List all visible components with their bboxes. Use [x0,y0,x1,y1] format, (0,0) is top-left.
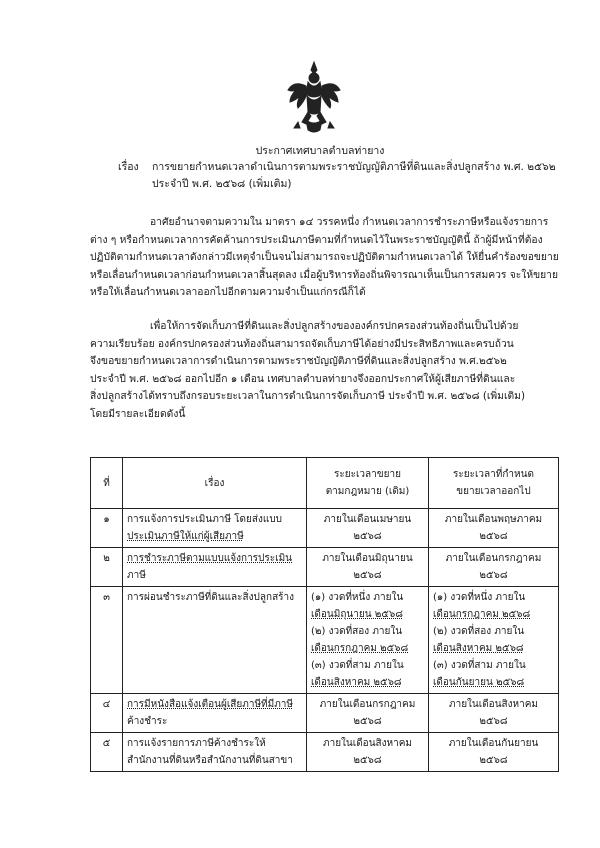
period-line: ๒๕๖๘ [479,755,508,766]
period-line: (๒) งวดที่สอง ภายใน [311,626,403,637]
period-line: ๒๕๖๘ [353,570,382,581]
row-number: ๔ [91,694,123,733]
paragraph-line: สิ่งปลูกสร้างได้ทราบถึงกรอบระยะเวลาในการดำเนินการจัดเก็บภาษี ประจำปี พ.ศ. ๒๕๖๘ (เพิ่มเติม) [90,390,525,402]
paragraph-line: หรือเลื่อนกำหนดเวลาก่อนกำหนดเวลาสิ้นสุดลง เมื่อผู้บริหารท้องถิ่นพิจารณาเห็นเป็นการสมควร จะให้ขยาย [90,268,558,281]
period-line: (๑) งวดที่หนึ่ง ภายใน [433,592,526,603]
paragraph-line: อาศัยอำนาจตามความใน มาตรา ๑๔ วรรคหนึ่ง กำหนดเวลาการชำระภาษีหรือแจ้งรายการ [150,216,549,228]
row-extended-period [429,733,559,772]
paragraph-line: จึงขอขยายกำหนดเวลาการดำเนินการตามพระราชบัญญัติภาษีที่ดินและสิ่งปลูกสร้าง พ.ศ.๒๕๖๒ [90,355,507,367]
row-subject [123,548,307,587]
paragraph-line: โดยมีรายละเอียดดังนี้ [90,407,186,420]
row-extended-period [429,694,559,733]
period-line: ภายในเดือนสิงหาคม [448,699,538,710]
table-header-row [91,458,559,509]
row-extended-period [429,548,559,587]
table-row [91,548,559,587]
row-number: ๕ [91,733,123,772]
row-subject [123,587,307,694]
paragraph-line: ประจำปี พ.ศ. ๒๕๖๘ ออกไปอีก ๑ เดือน เทศบาลตำบลท่ายางจึงออกประกาศให้ผู้เสียภาษีที่ดินและ [90,372,516,385]
period-line: ภายในเดือนเมษายน [323,514,412,525]
header-legal-line: ตามกฎหมาย (เดิม) [325,486,410,497]
subject-line: สำนักงานที่ดินหรือสำนักงานที่ดินสาขา [127,755,293,766]
row-extended-period [429,509,559,548]
period-line: เดือนมิถุนายน ๒๕๖๘ [311,609,403,620]
paragraph-authority [90,214,560,302]
table-row [91,733,559,772]
row-number: ๓ [91,587,123,694]
period-line: (๓) งวดที่สาม ภายใน [433,660,526,671]
subject-line: ภาษี [127,570,146,581]
row-legal-period [307,509,429,548]
period-line: ภายในเดือนสิงหาคม [322,738,412,749]
period-line: เดือนสิงหาคม ๒๕๖๘ [433,643,524,654]
subject-label: เรื่อง [118,161,139,173]
period-line: ภายในเดือนกรกฎาคม [319,699,416,710]
period-line: (๓) งวดที่สาม ภายใน [311,660,404,671]
header-extended-period [429,458,559,509]
period-line: (๑) งวดที่หนึ่ง ภายใน [311,592,404,603]
period-line: เดือนกรกฎาคม ๒๕๖๘ [311,643,409,654]
organization-name: ประกาศเทศบาลตำบลท่ายาง [255,145,385,157]
paragraph-line: ต่าง ๆ หรือกำหนดเวลาการคัดค้านการประเมินภาษีตามที่กำหนดไว้ในพระราชบัญญัตินี้ ถ้าผู้มีหน้าที่ต้อง [90,233,543,246]
period-line: เดือนกรกฎาคม ๒๕๖๘ [433,609,531,620]
subject-line [118,159,598,175]
row-legal-period [307,694,429,733]
subject-text: การขยายกำหนดเวลาดำเนินการตามพระราชบัญญัติภาษีที่ดินและสิ่งปลูกสร้าง พ.ศ. ๒๕๖๒ [152,161,556,173]
subject-line: การมีหนังสือแจ้งเตือนผู้เสียภาษีที่มีภาษี [127,699,294,710]
period-line: ๒๕๖๘ [479,570,508,581]
paragraph-purpose [90,318,560,423]
period-line: เดือนกันยายน ๒๕๖๘ [433,677,525,688]
subject-line: การแจ้งรายการภาษีค้างชำระให้ [127,738,266,749]
garuda-emblem-icon [284,60,344,136]
table-row [91,694,559,733]
row-subject [123,733,307,772]
schedule-table [90,457,559,772]
row-subject [123,509,307,548]
row-extended-period [429,587,559,694]
period-line: ภายในเดือนกันยายน [448,738,539,749]
period-line: (๒) งวดที่สอง ภายใน [433,626,525,637]
period-line: ๒๕๖๘ [479,531,508,542]
subject-line: การแจ้งการประเมินภาษี โดยส่งแบบ [127,514,283,525]
table-row [91,509,559,548]
row-legal-period [307,733,429,772]
header-subject: เรื่อง [123,458,307,509]
year-line: ประจำปี พ.ศ. ๒๕๖๘ (เพิ่มเติม) [152,178,292,190]
row-legal-period [307,548,429,587]
period-line: ๒๕๖๘ [353,755,382,766]
header-extended-line: ขยายเวลาออกไป [456,486,531,497]
period-line: ภายในเดือนมิถุนายน [322,553,413,564]
row-subject [123,694,307,733]
subject-line: ประเมินภาษีให้แก่ผู้เสียภาษี [127,531,244,542]
period-line: ภายในเดือนพฤษภาคม [444,514,543,525]
row-number: ๒ [91,548,123,587]
header-legal-period [307,458,429,509]
paragraph-line: หรือให้เลื่อนกำหนดเวลาออกไปอีกตามความจำเป็นแก่กรณีก็ได้ [90,286,366,298]
period-line: ๒๕๖๘ [353,531,382,542]
paragraph-line: เพื่อให้การจัดเก็บภาษีที่ดินและสิ่งปลูกสร้างขององค์กรปกครองส่วนท้องถิ่นเป็นไปด้วย [150,320,519,332]
period-line: ๒๕๖๘ [479,716,508,727]
period-line: เดือนสิงหาคม ๒๕๖๘ [311,677,402,688]
subject-line: ค้างชำระ [127,716,168,727]
header-extended-line: ระยะเวลาที่กำหนด [453,469,534,480]
subject-line: การผ่อนชำระภาษีที่ดินและสิ่งปลูกสร้าง [127,592,295,603]
row-legal-period [307,587,429,694]
table-row [91,587,559,694]
paragraph-line: ความเรียบร้อย องค์กรปกครองส่วนท้องถิ่นสามารถจัดเก็บภาษีได้อย่างมีประสิทธิภาพและครบถ้วน [90,337,514,350]
period-line: ภายในเดือนกรกฎาคม [445,553,542,564]
row-number: ๑ [91,509,123,548]
period-line: ๒๕๖๘ [353,716,382,727]
header-no: ที่ [91,458,123,509]
header-legal-line: ระยะเวลาขยาย [334,469,401,480]
subject-line: การชำระภาษีตามแบบแจ้งการประเมิน [127,553,292,564]
paragraph-line: ปฏิบัติตามกำหนดเวลาดังกล่าวมีเหตุจำเป็นจนไม่สามารถจะปฏิบัติตามกำหนดเวลาได้ ให้ยื่นคำร้องขอขยาย [90,251,559,263]
